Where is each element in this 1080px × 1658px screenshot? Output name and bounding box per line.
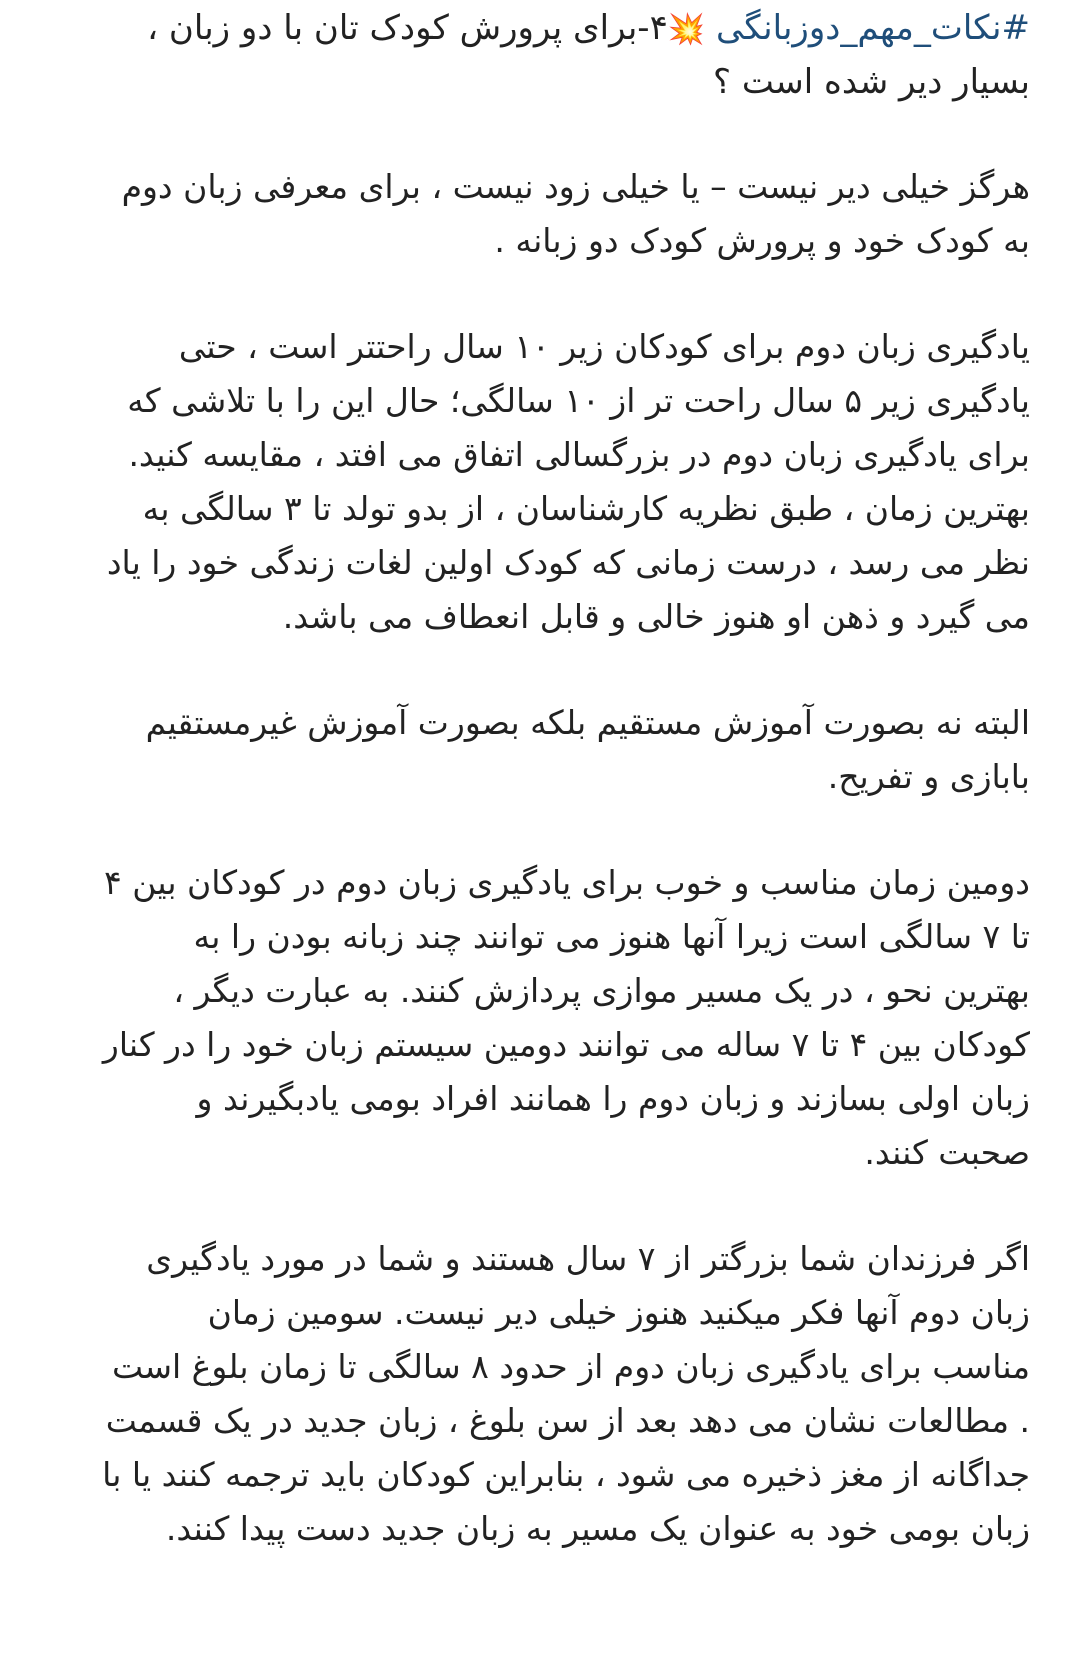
paragraph-2: یادگیری زبان دوم برای کودکان زیر ۱۰ سال راحتتر است ، حتی یادگیری زیر ۵ سال راحت تر از ۱۰ سالگی؛ حال این را با تلاشی که برای یادگیری زبان دوم در بزرگسالی اتفاق می افتد ، مقایسه کنید. بهترین زمان ، طبق نظریه کارشناسان ، از بدو تولد تا ۳ سالگی به نظر می رسد ، درست زمانی که کودک اولین لغات زندگی خود را یاد می گیرد و ذهن او هنوز خالی و قابل انعطاف می باشد. bbox=[106, 327, 1030, 636]
hashtag-link[interactable]: #نکات_مهم_دوزبانگی bbox=[716, 8, 1030, 48]
post-content bbox=[100, 2, 1030, 1556]
paragraph-5: اگر فرزندان شما بزرگتر از ۷ سال هستند و شما در مورد یادگیری زبان دوم آنها فکر میکنید هنوز خیلی دیر نیست. سومین زمان مناسب برای یادگیری زبان دوم از حدود ۸ سالگی تا زمان بلوغ است . مطالعات نشان می دهد بعد از سن بلوغ ، زبان جدید در یک قسمت جداگانه از مغز ذخیره می شود ، بنابراین کودکان باید ترجمه کنند یا با زبان بومی خود به عنوان یک مسیر به زبان جدید دست پیدا کنند. bbox=[102, 1239, 1030, 1548]
paragraph-1: هرگز خیلی دیر نیست – یا خیلی زود نیست ، برای معرفی زبان دوم به کودک خود و پرورش کودک دو زبانه . bbox=[121, 167, 1030, 260]
paragraph-3: البته نه بصورت آموزش مستقیم بلکه بصورت آموزش غیرمستقیم بابازی و تفریح. bbox=[145, 703, 1030, 796]
collision-emoji-icon: 💥 bbox=[667, 12, 706, 47]
post-title-text: ۴-برای پرورش کودک تان با دو زبان ، بسیار دیر شده است ؟ bbox=[147, 8, 1030, 102]
paragraph-4: دومین زمان مناسب و خوب برای یادگیری زبان دوم در کودکان بین ۴ تا ۷ سالگی است زیرا آنها هنوز می توانند چند زبانه بودن را به بهترین نحو ، در یک مسیر موازی پردازش کنند. به عبارت دیگر ، کودکان بین ۴ تا ۷ ساله می توانند دومین سیستم زبان خود را در کنار زبان اولی بسازند و زبان دوم را همانند افراد بومی یادبگیرند و صحبت کنند. bbox=[102, 863, 1030, 1172]
post-title bbox=[100, 2, 1030, 108]
